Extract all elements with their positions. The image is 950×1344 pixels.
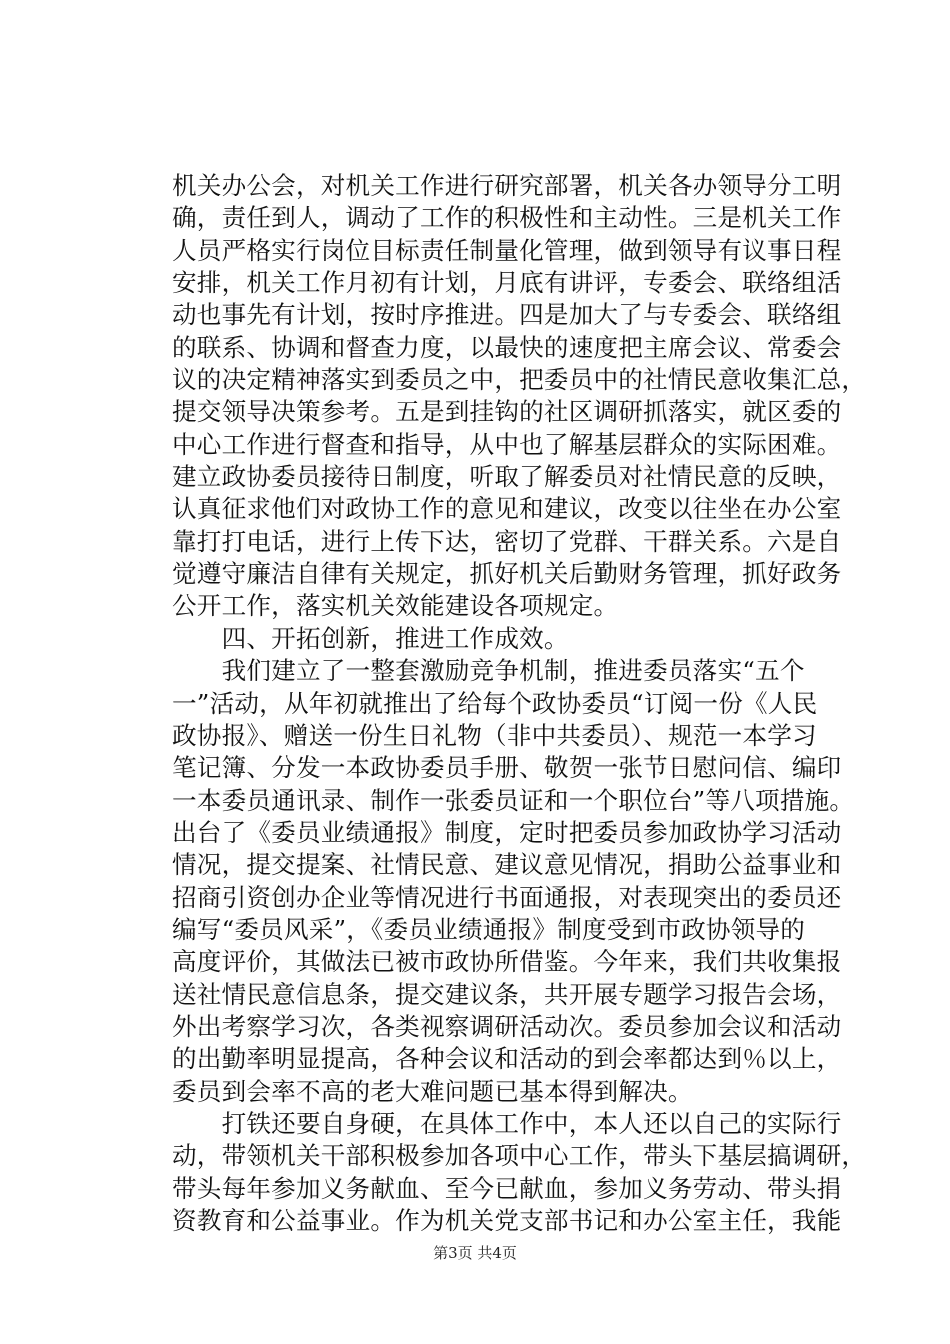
- text-line: 情况，提交提案、社情民意、建议意见情况，捐助公益事业和: [172, 850, 842, 880]
- text-line: 中心工作进行督查和指导，从中也了解基层群众的实际困难。: [172, 429, 842, 459]
- body-text: [172, 170, 867, 1237]
- text-line: 安排，机关工作月初有计划，月底有讲评，专委会、联络组活: [172, 268, 842, 298]
- text-line: 送社情民意信息条，提交建议条，共开展专题学习报告会场，: [172, 979, 842, 1009]
- text-line: 公开工作，落实机关效能建设各项规定。: [172, 591, 619, 621]
- text-line: 一”活动，从年初就推出了给每个政协委员“订阅一份《人民: [172, 688, 818, 718]
- text-line: 提交领导决策参考。五是到挂钩的社区调研抓落实，就区委的: [172, 397, 842, 427]
- page-footer: 第3页 共4页: [433, 1244, 517, 1262]
- text-line: 我们建立了一整套激励竞争机制，推进委员落实“五个: [172, 656, 805, 686]
- text-line: 动也事先有计划，按时序推进。四是加大了与专委会、联络组: [172, 300, 842, 330]
- text-line: 议的决定精神落实到委员之中，把委员中的社情民意收集汇总，: [172, 365, 867, 395]
- text-line: 出台了《委员业绩通报》制度，定时把委员参加政协学习活动: [172, 817, 842, 847]
- text-line: 四、开拓创新，推进工作成效。: [172, 623, 569, 653]
- text-line: 高度评价，其做法已被市政协所借鉴。今年来，我们共收集报: [172, 947, 842, 977]
- text-line: 动，带领机关干部积极参加各项中心工作，带头下基层搞调研，: [172, 1141, 867, 1171]
- text-line: 靠打打电话，进行上传下达，密切了党群、干群关系。六是自: [172, 526, 842, 556]
- text-line: 的联系、协调和督查力度，以最快的速度把主席会议、常委会: [172, 332, 842, 362]
- text-line: 建立政协委员接待日制度，听取了解委员对社情民意的反映，: [172, 462, 842, 492]
- text-line: 的出勤率明显提高，各种会议和活动的到会率都达到％以上，: [172, 1044, 842, 1074]
- text-line: 政协报》、赠送一份生日礼物（非中共委员）、规范一本学习: [172, 720, 817, 750]
- text-line: 打铁还要自身硬，在具体工作中，本人还以自己的实际行: [172, 1108, 842, 1138]
- text-line: 一本委员通讯录、制作一张委员证和一个职位台”等八项措施。: [172, 785, 855, 815]
- text-line: 认真征求他们对政协工作的意见和建议，改变以往坐在办公室: [172, 494, 842, 524]
- text-line: 确，责任到人，调动了工作的积极性和主动性。三是机关工作: [172, 203, 842, 233]
- text-line: 外出考察学习次，各类视察调研活动次。委员参加会议和活动: [172, 1011, 842, 1041]
- text-line: 资教育和公益事业。作为机关党支部书记和办公室主任，我能: [172, 1206, 842, 1235]
- text-line: 编写“委员风采”，《委员业绩通报》制度受到市政协领导的: [172, 914, 806, 944]
- text-line: 笔记簿、分发一本政协委员手册、敬贺一张节日慰问信、编印: [172, 753, 842, 783]
- text-line: 委员到会率不高的老大难问题已基本得到解决。: [172, 1076, 693, 1106]
- text-line: 机关办公会，对机关工作进行研究部署，机关各办领导分工明: [172, 171, 842, 200]
- text-line: 觉遵守廉洁自律有关规定，抓好机关后勤财务管理，抓好政务: [172, 559, 842, 589]
- text-line: 招商引资创办企业等情况进行书面通报，对表现突出的委员还: [172, 882, 842, 912]
- text-line: 带头每年参加义务献血、至今已献血，参加义务劳动、带头捐: [172, 1173, 842, 1203]
- text-line: 人员严格实行岗位目标责任制量化管理，做到领导有议事日程: [172, 235, 842, 265]
